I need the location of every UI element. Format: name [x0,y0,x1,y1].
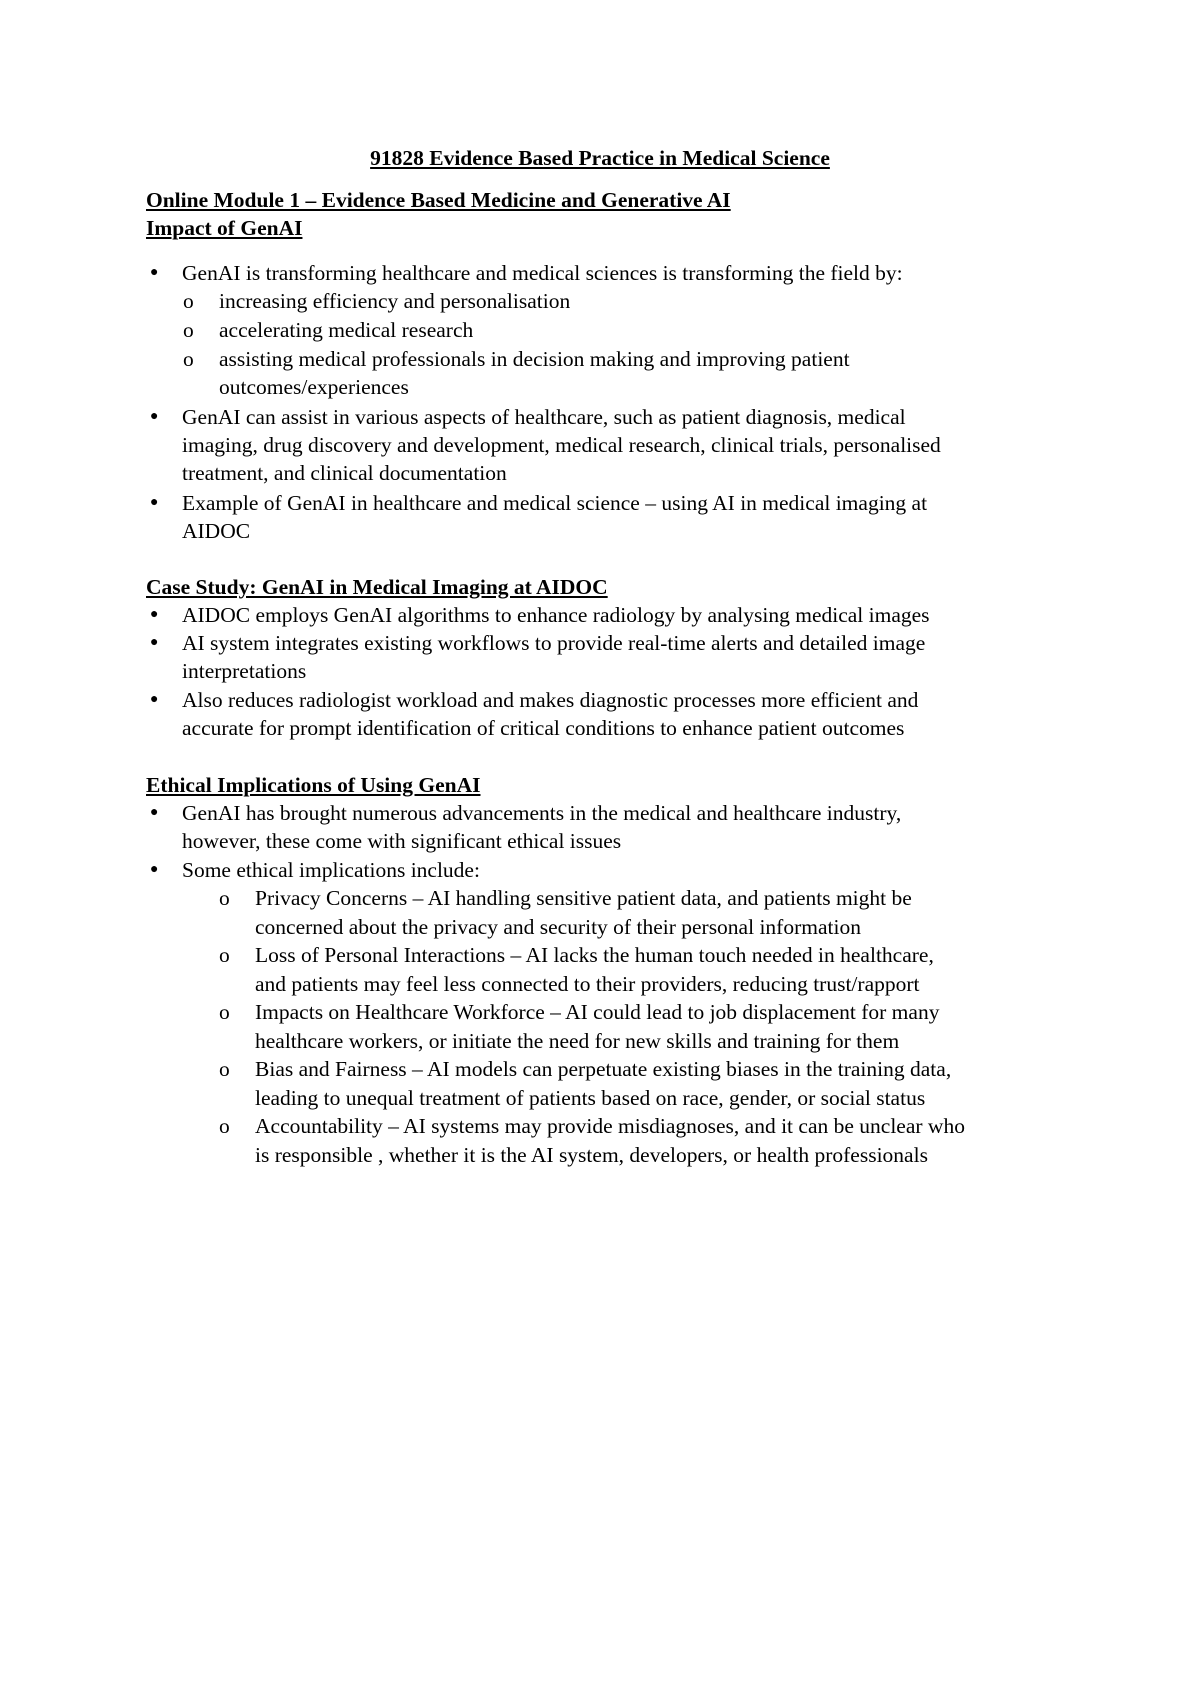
list-item-text: treatment, and clinical documentation [182,461,507,485]
bullet-icon: ● [150,409,159,424]
list-item-text: Also reduces radiologist workload and makes diagnostic processes more efficient and [182,688,919,712]
sub-list-item-text: increasing efficiency and personalisation [219,289,571,313]
sub-list-item-text: is responsible , whether it is the AI system, developers, or health professionals [255,1143,928,1167]
sub-list-item-text: assisting medical professionals in decision making and improving patient [219,347,850,371]
list-item-text: GenAI has brought numerous advancements in the medical and healthcare industry, [182,801,902,825]
list-item-text: Example of GenAI in healthcare and medical science – using AI in medical imaging at [182,491,928,515]
list-item-text: AIDOC employs GenAI algorithms to enhance radiology by analysing medical images [182,603,930,627]
list-item-text: GenAI can assist in various aspects of healthcare, such as patient diagnosis, medical [182,405,906,429]
bullet-icon: ● [150,635,159,650]
sub-bullet-icon: o [219,1114,230,1138]
bullet-icon: ● [150,862,159,877]
sub-list-item-text: Accountability – AI systems may provide misdiagnoses, and it can be unclear who [255,1114,965,1138]
bullet-icon: ● [150,495,159,510]
sub-bullet-icon: o [183,318,194,342]
sub-bullet-icon: o [183,289,194,313]
list-item-text: AIDOC [182,519,251,543]
sub-bullet-icon: o [219,1000,230,1024]
list-item-text: GenAI is transforming healthcare and medical sciences is transforming the field by: [182,261,903,285]
list-item-text: however, these come with significant ethical issues [182,829,622,853]
sub-bullet-icon: o [219,943,230,967]
sub-list-item-text: outcomes/experiences [219,375,409,399]
sub-list-item-text: Impacts on Healthcare Workforce – AI could lead to job displacement for many [255,1000,940,1024]
sub-list-item-text: leading to unequal treatment of patients based on race, gender, or social status [255,1086,926,1110]
bullet-icon: ● [150,805,159,820]
sub-bullet-icon: o [219,1057,230,1081]
sub-list-item-text: concerned about the privacy and security of their personal information [255,915,861,939]
section-heading-case-study: Case Study: GenAI in Medical Imaging at AIDOC [146,575,608,599]
section-heading-impact: Impact of GenAI [146,216,303,240]
sub-list-item-text: Privacy Concerns – AI handling sensitive patient data, and patients might be [255,886,912,910]
document-title: 91828 Evidence Based Practice in Medical Science [370,146,830,170]
bullet-icon: ● [150,265,159,280]
sub-list-item-text: healthcare workers, or initiate the need for new skills and training for them [255,1029,900,1053]
section-heading-ethical: Ethical Implications of Using GenAI [146,773,481,797]
list-item-text: accurate for prompt identification of critical conditions to enhance patient outcomes [182,716,905,740]
list-item-text: AI system integrates existing workflows to provide real-time alerts and detailed image [182,631,926,655]
bullet-icon: ● [150,607,159,622]
sub-bullet-icon: o [183,347,194,371]
sub-list-item-text: Loss of Personal Interactions – AI lacks the human touch needed in healthcare, [255,943,934,967]
list-item-text: Some ethical implications include: [182,858,480,882]
bullet-icon: ● [150,692,159,707]
sub-list-item-text: and patients may feel less connected to their providers, reducing trust/rapport [255,972,920,996]
sub-list-item-text: Bias and Fairness – AI models can perpetuate existing biases in the training data, [255,1057,952,1081]
list-item-text: interpretations [182,659,307,683]
sub-bullet-icon: o [219,886,230,910]
module-heading: Online Module 1 – Evidence Based Medicine and Generative AI [146,188,731,212]
sub-list-item-text: accelerating medical research [219,318,474,342]
list-item-text: imaging, drug discovery and development, medical research, clinical trials, personalised [182,433,941,457]
